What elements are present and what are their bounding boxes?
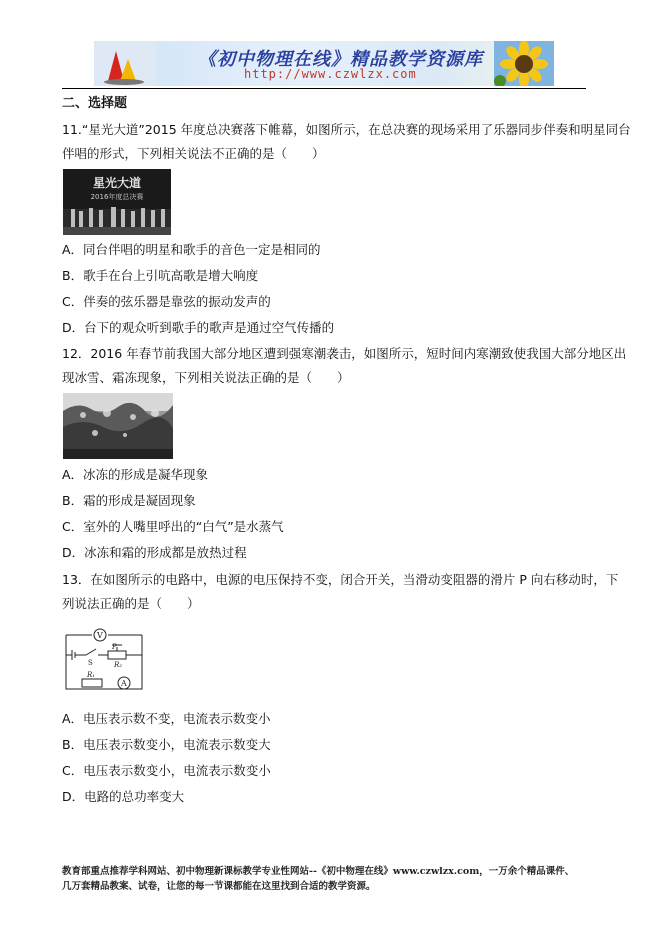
footer-line2: 几万套精品教案、试卷，让您的每一节课都能在这里找到合适的教学资源。 — [62, 881, 376, 892]
sunflower-icon — [494, 41, 554, 86]
banner-url[interactable]: http://www.czwlzx.com — [244, 67, 417, 81]
q11-stage-photo — [63, 169, 171, 235]
q12-option-c: C．室外的人嘴里呼出的“白气”是水蒸气 — [62, 519, 284, 534]
q11-option-c: C．伴奏的弦乐器是靠弦的振动发声的 — [62, 294, 271, 309]
q13-stem-line2: 列说法正确的是（ ） — [62, 596, 200, 611]
q13-option-d: D．电路的总功率变大 — [62, 789, 185, 804]
q13-stem-line1: 13．在如图所示的电路中，电源的电压保持不变，闭合开关，当滑动变阻器的滑片 P 向右移动时，下 — [62, 572, 619, 587]
q11-option-a: A．同台伴唱的明星和歌手的音色一定是相同的 — [62, 242, 321, 257]
q12-stem-line2: 现冰雪、霜冻现象，下列相关说法正确的是（ ） — [62, 370, 350, 385]
circuit-ammeter-label: A — [121, 679, 127, 688]
circuit-r2-label: R₂ — [114, 661, 123, 669]
q13-option-a: A．电压表示数不变，电流表示数变小 — [62, 711, 271, 726]
circuit-r1-label: R₁ — [87, 671, 96, 679]
q12-stem-line1: 12．2016 年春节前我国大部分地区遭到强寒潮袭击，如图所示，短时间内寒潮致使我国大部分地区出 — [62, 346, 627, 361]
section-heading: 二、选择题 — [62, 96, 128, 111]
q13-option-c: C．电压表示数变小，电流表示数变小 — [62, 763, 271, 778]
q11-stem-line1: 11.“星光大道”2015 年度总决赛落下帷幕，如图所示，在总决赛的现场采用了乐器同步伴奏和明星同台 — [62, 122, 631, 137]
site-logo-icon — [94, 41, 156, 86]
q11-stem-line2: 伴唱的形式，下列相关说法不正确的是（ ） — [62, 146, 325, 161]
banner-title: 《初中物理在线》精品教学资源库 — [198, 49, 483, 70]
circuit-slider-label: P — [112, 643, 117, 651]
footer-line1: 教育部重点推荐学科网站、初中物理新课标教学专业性网站--《初中物理在线》www.czwlzx.com，一万余个精品课件、 — [62, 866, 575, 877]
header-divider — [62, 88, 586, 89]
q13-circuit-diagram — [62, 625, 146, 695]
q11-option-b: B．歌手在台上引吭高歌是增大响度 — [62, 268, 259, 283]
q11-photo-title: 星光大道 — [92, 176, 142, 190]
circuit-switch-label: S — [88, 659, 93, 667]
page-footer — [62, 864, 602, 894]
q11-option-d: D．台下的观众听到歌手的歌声是通过空气传播的 — [62, 320, 335, 335]
header-banner — [94, 41, 554, 86]
q12-option-b: B．霜的形成是凝固现象 — [62, 493, 196, 508]
q12-frost-photo — [63, 393, 173, 459]
q11-photo-subtitle: 2016年度总决赛 — [90, 193, 144, 201]
circuit-voltmeter-label: V — [97, 631, 103, 640]
q12-option-a: A．冰冻的形成是凝华现象 — [62, 467, 209, 482]
q13-option-b: B．电压表示数变小，电流表示数变大 — [62, 737, 271, 752]
q12-option-d: D．冰冻和霜的形成都是放热过程 — [62, 545, 247, 560]
